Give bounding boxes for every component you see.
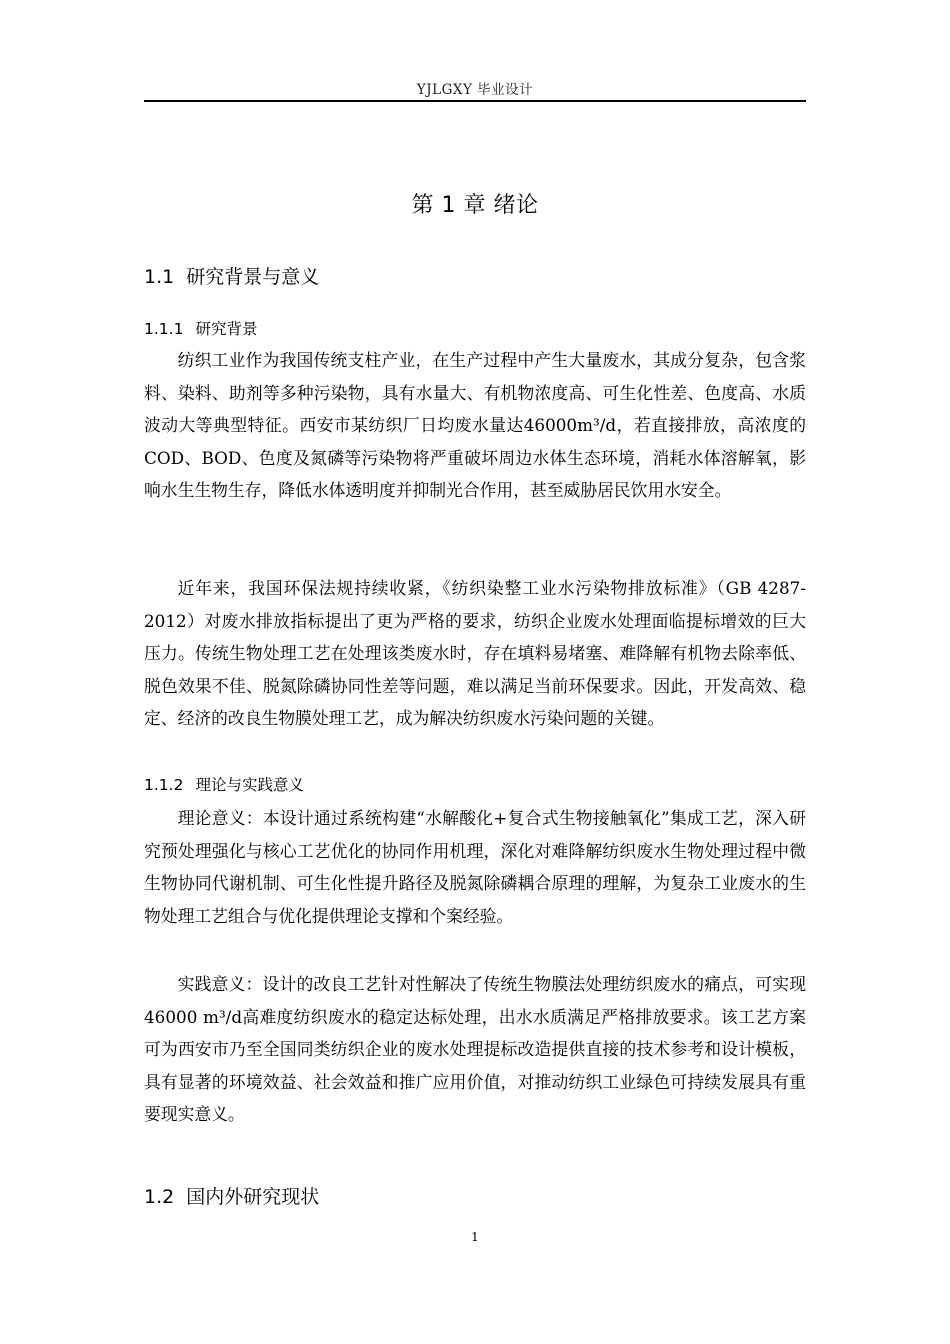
subsection-title: 研究背景	[195, 320, 258, 338]
section-title: 研究背景与意义	[186, 266, 320, 288]
section-heading-1-1	[144, 262, 319, 289]
section-number: 1.1	[144, 266, 175, 288]
section-heading-1-2	[144, 1182, 319, 1209]
subsection-heading-1-1-2	[144, 773, 304, 795]
subsection-number: 1.1.1	[144, 320, 184, 338]
page-number: 1	[471, 1230, 479, 1244]
subsection-title: 理论与实践意义	[195, 776, 304, 794]
header-rule	[144, 100, 806, 102]
paragraph-practical-significance: 实践意义：设计的改良工艺针对性解决了传统生物膜法处理纺织废水的痛点，可实现46000 m³/d高难度纺织废水的稳定达标处理，出水水质满足严格排放要求。该工艺方案可为西安市乃至全国同类纺织企业的废水处理提标改造提供直接的技术参考和设计模板，具有显著的环境效益、社会效益和推广应用价值，对推动纺织工业绿色可持续发展具有重要现实意义。	[144, 974, 806, 1125]
paragraph-theoretical-significance: 理论意义：本设计通过系统构建“水解酸化+复合式生物接触氧化”集成工艺，深入研究预处理强化与核心工艺优化的协同作用机理，深化对难降解纺织废水生物处理过程中微生物协同代谢机制、可生化性提升路径及脱氮除磷耦合原理的理解，为复杂工业废水的生物处理工艺组合与优化提供理论支撑和个案经验。	[144, 808, 806, 926]
subsection-heading-1-1-1	[144, 317, 257, 339]
paragraph-background-2: 近年来，我国环保法规持续收紧，《纺织染整工业水污染物排放标准》（GB 4287-2012）对废水排放指标提出了更为严格的要求，纺织企业废水处理面临提标增效的巨大压力。传统生物处理工艺在处理该类废水时，存在填料易堵塞、难降解有机物去除率低、脱色效果不佳、脱氮除磷协同性差等问题，难以满足当前环保要求。因此，开发高效、稳定、经济的改良生物膜处理工艺，成为解决纺织废水污染问题的关键。	[144, 578, 806, 729]
subsection-number: 1.1.2	[144, 776, 184, 794]
running-header: YJLGXY 毕业设计	[416, 82, 534, 98]
paragraph-background-1: 纺织工业作为我国传统支柱产业，在生产过程中产生大量废水，其成分复杂，包含浆料、染料、助剂等多种污染物，具有水量大、有机物浓度高、可生化性差、色度高、水质波动大等典型特征。西安市某纺织厂日均废水量达46000m³/d，若直接排放，高浓度的COD、BOD、色度及氮磷等污染物将严重破坏周边水体生态环境，消耗水体溶解氧，影响水生生物生存，降低水体透明度并抑制光合作用，甚至威胁居民饮用水安全。	[144, 350, 806, 501]
section-title: 国内外研究现状	[186, 1186, 320, 1208]
section-number: 1.2	[144, 1186, 175, 1208]
chapter-title: 第 1 章 绪论	[411, 193, 539, 218]
